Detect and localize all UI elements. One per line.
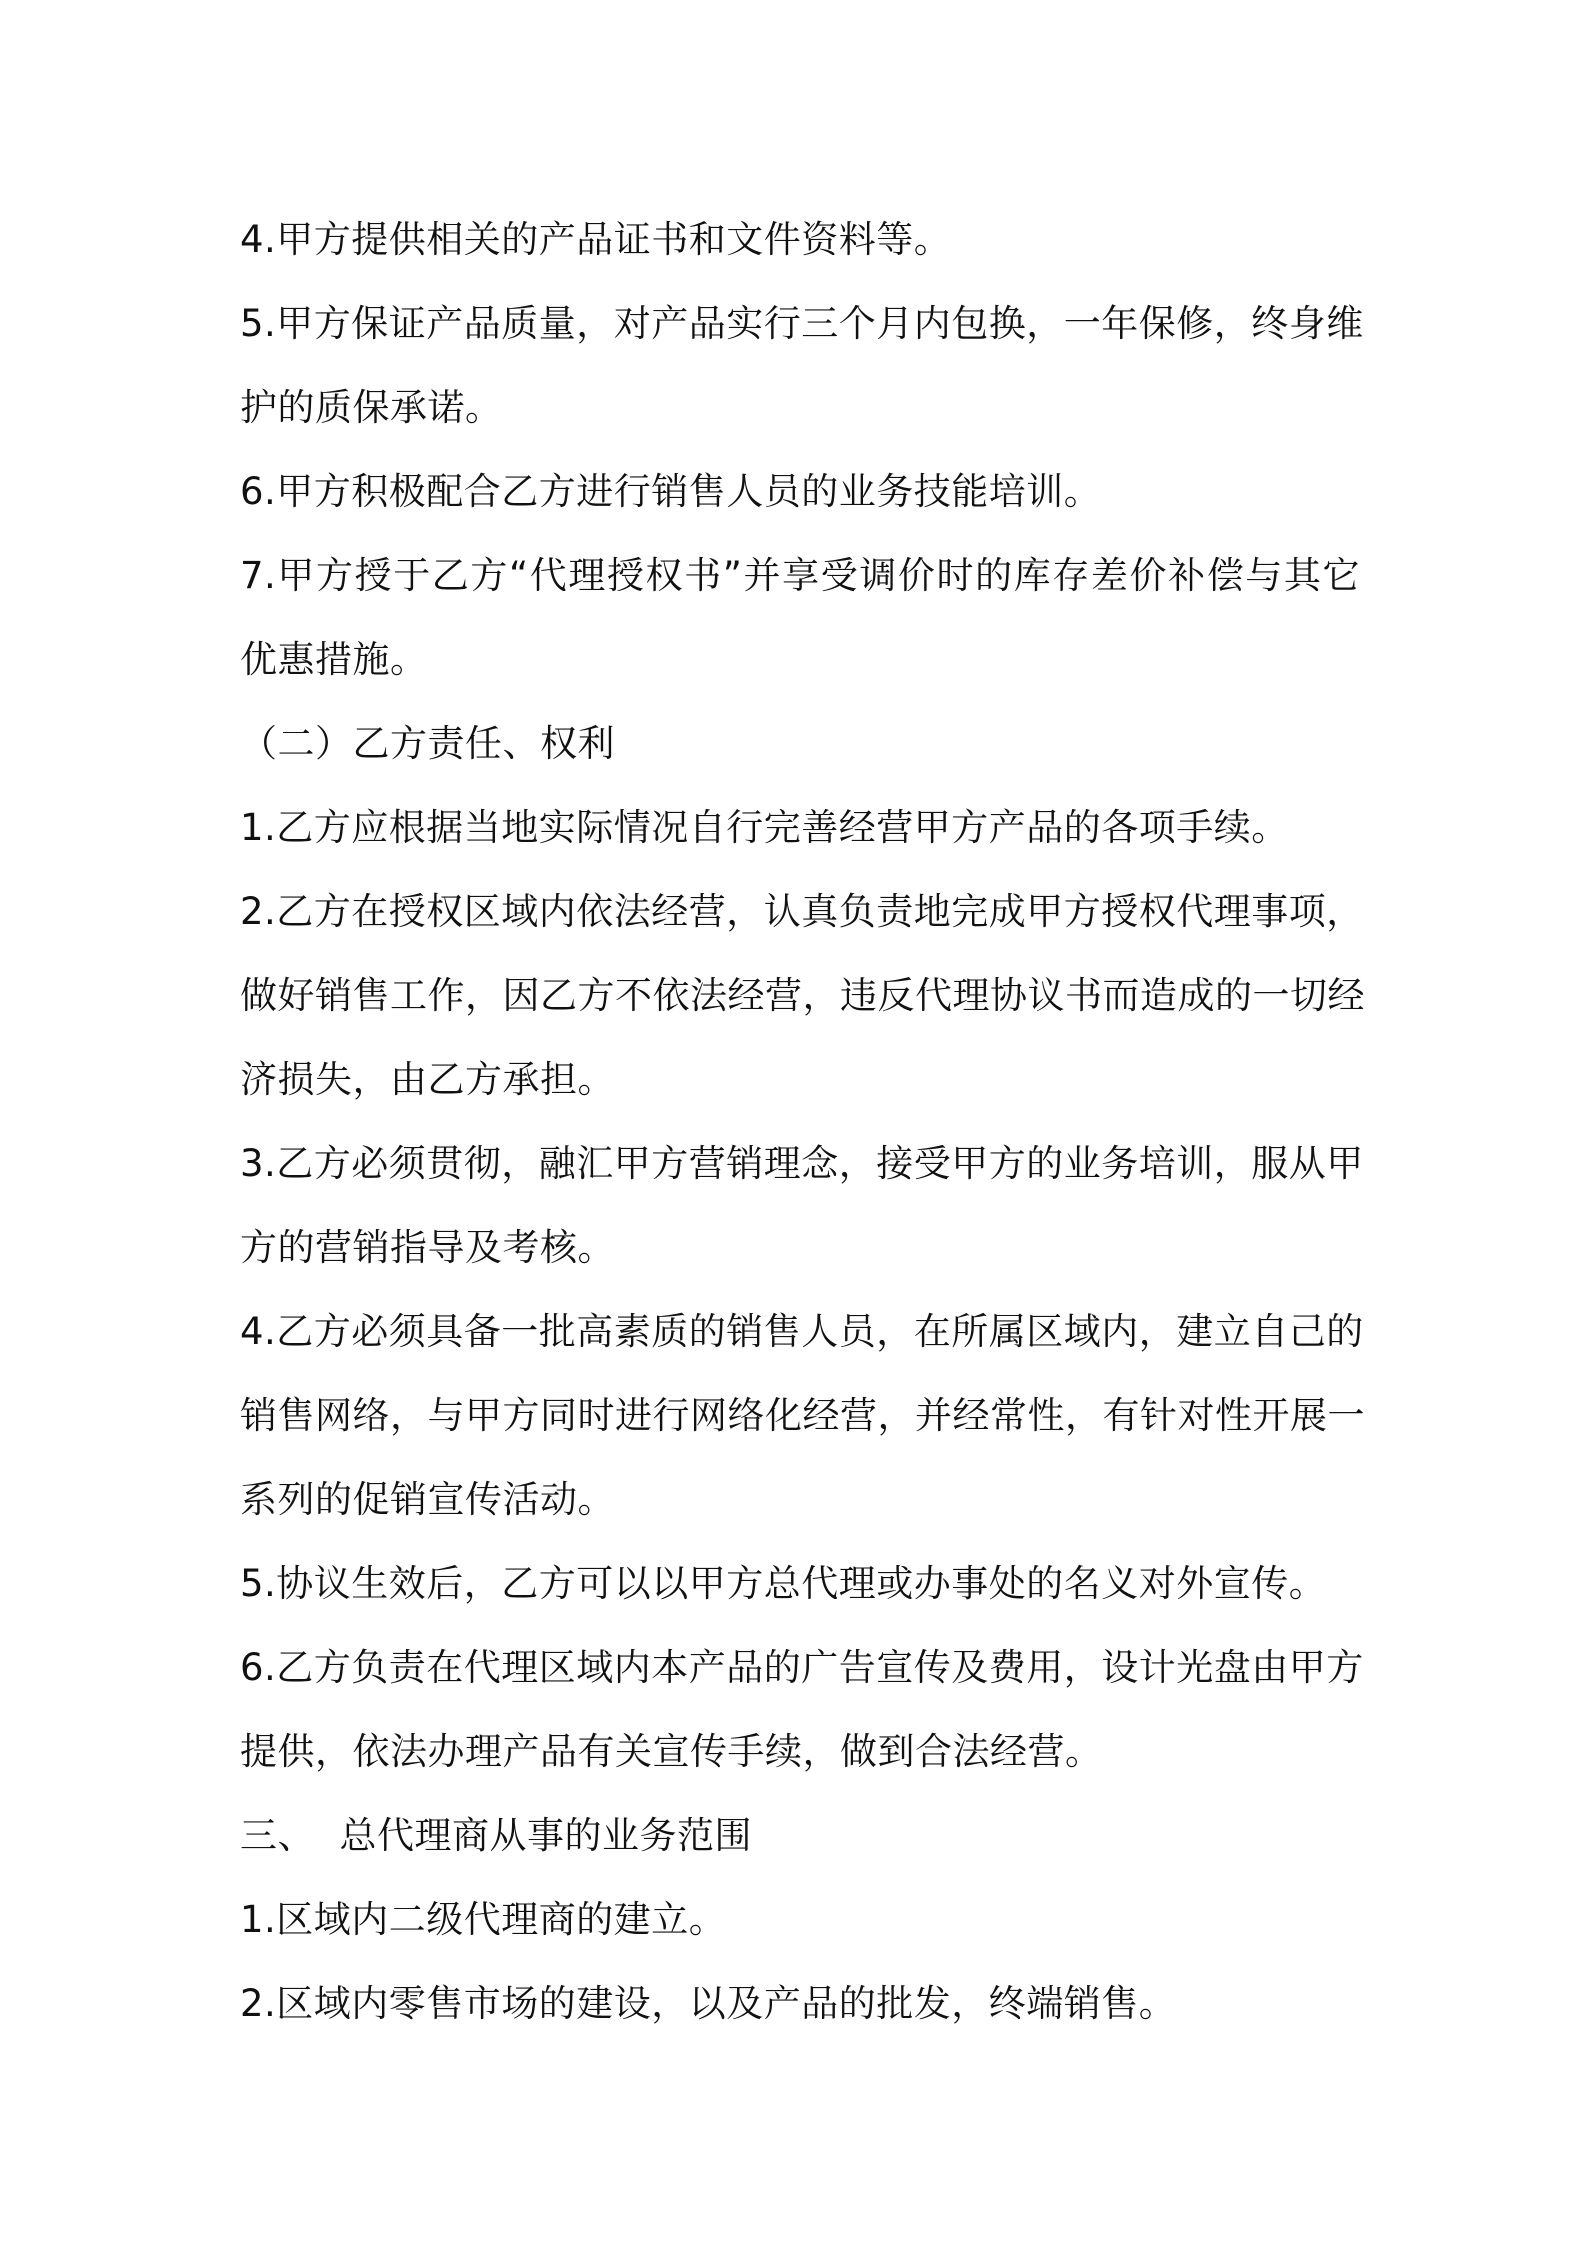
clause-a6: 6.甲方积极配合乙方进行销售人员的业务技能培训。 bbox=[240, 470, 1102, 513]
section-heading-b: （二）乙方责任、权利 bbox=[240, 722, 615, 765]
clause-b4-line1: 4.乙方必须具备一批高素质的销售人员，在所属区域内，建立自己的 bbox=[240, 1310, 1364, 1353]
clause-a7-line1: 7.甲方授于乙方“代理授权书”并享受调价时的库存差价补偿与其它 bbox=[240, 554, 1360, 597]
section-heading-3: 三、 总代理商从事的业务范围 bbox=[240, 1814, 753, 1857]
clause-a5-line1: 5.甲方保证产品质量，对产品实行三个月内包换，一年保修，终身维 bbox=[240, 302, 1364, 345]
clause-a7-line2: 优惠措施。 bbox=[240, 638, 428, 681]
clause-b3-line2: 方的营销指导及考核。 bbox=[240, 1226, 615, 1269]
clause-b2-line2: 做好销售工作，因乙方不依法经营，违反代理协议书而造成的一切经 bbox=[240, 974, 1365, 1017]
clause-b4-line2: 销售网络，与甲方同时进行网络化经营，并经常性，有针对性开展一 bbox=[240, 1394, 1365, 1437]
clause-a4: 4.甲方提供相关的产品证书和文件资料等。 bbox=[240, 218, 952, 261]
clause-b4-line3: 系列的促销宣传活动。 bbox=[240, 1478, 615, 1521]
clause-b2-line1: 2.乙方在授权区域内依法经营，认真负责地完成甲方授权代理事项， bbox=[240, 890, 1364, 933]
clause-a5-line2: 护的质保承诺。 bbox=[240, 386, 503, 429]
clause-b2-line3: 济损失，由乙方承担。 bbox=[240, 1058, 615, 1101]
document-body bbox=[240, 198, 1365, 2046]
clause-b6-line1: 6.乙方负责在代理区域内本产品的广告宣传及费用，设计光盘由甲方 bbox=[240, 1646, 1364, 1689]
scope-item-1: 1.区域内二级代理商的建立。 bbox=[240, 1898, 727, 1941]
clause-b5: 5.协议生效后，乙方可以以甲方总代理或办事处的名义对外宣传。 bbox=[240, 1562, 1327, 1605]
scope-item-2: 2.区域内零售市场的建设，以及产品的批发，终端销售。 bbox=[240, 1982, 1177, 2025]
clause-b6-line2: 提供，依法办理产品有关宣传手续，做到合法经营。 bbox=[240, 1730, 1103, 1773]
clause-b1: 1.乙方应根据当地实际情况自行完善经营甲方产品的各项手续。 bbox=[240, 806, 1289, 849]
clause-b3-line1: 3.乙方必须贯彻，融汇甲方营销理念，接受甲方的业务培训，服从甲 bbox=[240, 1142, 1364, 1185]
